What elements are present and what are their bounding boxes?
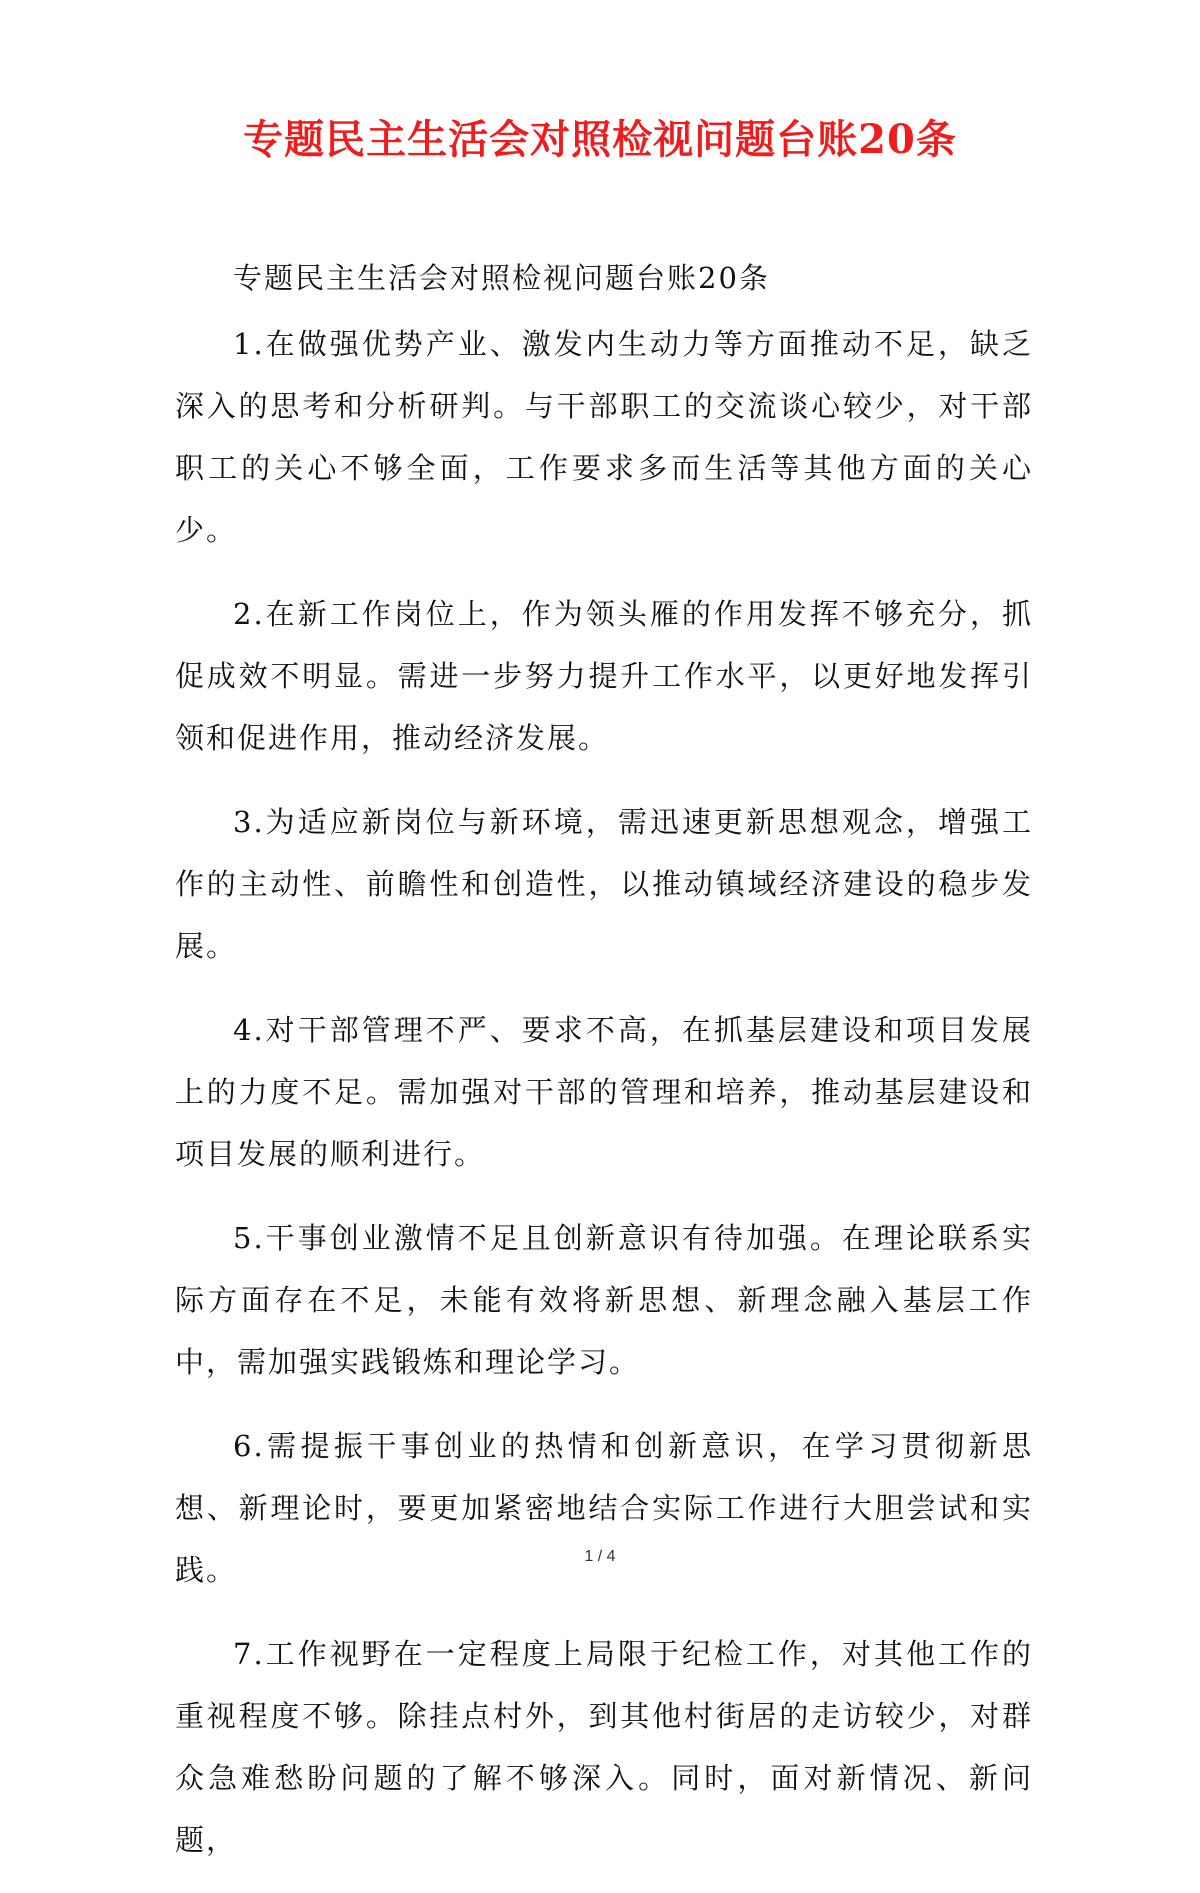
paragraph-item-7: 7.工作视野在一定程度上局限于纪检工作，对其他工作的重视程度不够。除挂点村外，到其他村街居的走访较少，对群众急难愁盼问题的了解不够深入。同时，面对新情况、新问题， [175,1637,1033,1857]
paragraph-item-6: 6.需提振干事创业的热情和创新意识，在学习贯彻新思想、新理论时，要更加紧密地结合实际工作进行大胆尝试和实践。 [175,1429,1033,1587]
paragraph-item-1: 1.在做强优势产业、激发内生动力等方面推动不足，缺乏深入的思考和分析研判。与干部职工的交流谈心较少，对干部职工的关心不够全面，工作要求多而生活等其他方面的关心少。 [175,327,1033,547]
paragraph-item-5: 5.干事创业激情不足且创新意识有待加强。在理论联系实际方面存在不足，未能有效将新思想、新理念融入基层工作中，需加强实践锻炼和理论学习。 [175,1221,1033,1379]
paragraph-item-3: 3.为适应新岗位与新环境，需迅速更新思想观念，增强工作的主动性、前瞻性和创造性，以推动镇域经济建设的稳步发展。 [175,805,1033,963]
document-subtitle: 专题民主生活会对照检视问题台账20条 [233,261,770,295]
document-body [175,247,1033,1893]
document-title: 专题民主生活会对照检视问题台账20条 [243,116,957,163]
paragraph-item-4: 4.对干部管理不严、要求不高，在抓基层建设和项目发展上的力度不足。需加强对干部的管理和培养，推动基层建设和项目发展的顺利进行。 [175,1013,1033,1171]
paragraph-item-2: 2.在新工作岗位上，作为领头雁的作用发挥不够充分，抓促成效不明显。需进一步努力提升工作水平，以更好地发挥引领和促进作用，推动经济发展。 [175,597,1033,755]
page-number: 1 / 4 [584,1548,616,1565]
